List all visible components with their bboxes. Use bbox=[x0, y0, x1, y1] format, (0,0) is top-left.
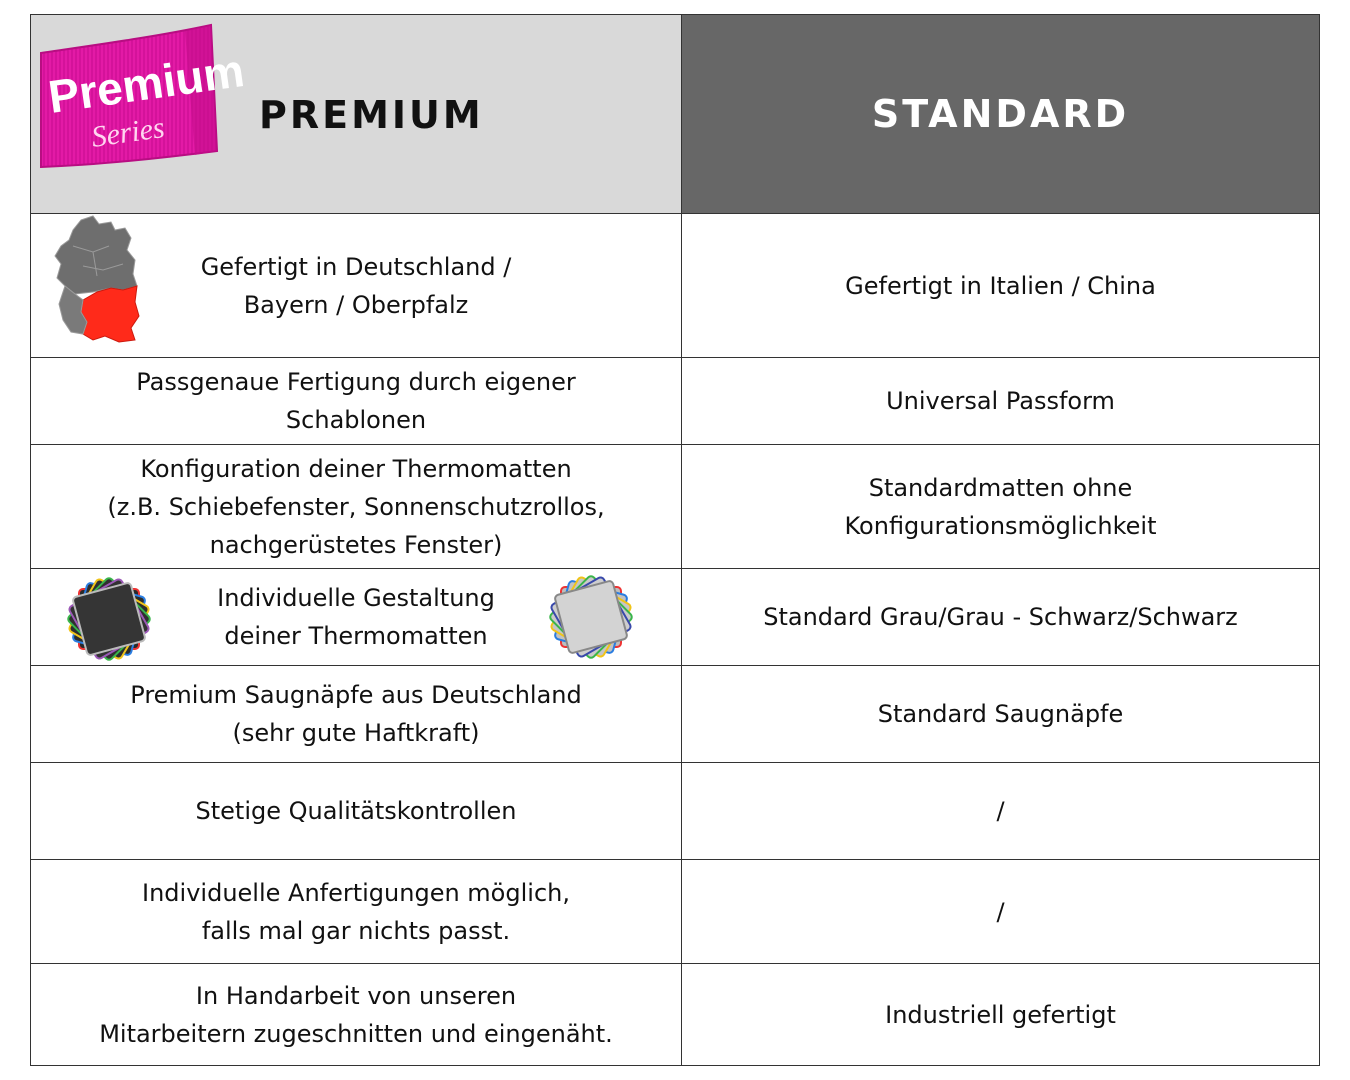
standard-cell bbox=[682, 964, 1319, 1065]
table-row bbox=[31, 357, 1319, 444]
table-row bbox=[31, 963, 1319, 1065]
premium-cell bbox=[31, 964, 682, 1065]
badge-line1: Premium bbox=[45, 44, 248, 123]
premium-text: Stetige Qualitätskontrollen bbox=[195, 797, 517, 825]
germany-map-icon bbox=[53, 216, 139, 342]
premium-text: Konfiguration deiner Thermomatten (z.B. Schiebefenster, Sonnenschutzrollos, nachgerüstetes Fenster) bbox=[107, 454, 605, 559]
standard-text: Standard Saugnäpfe bbox=[877, 700, 1124, 728]
table-row bbox=[31, 213, 1319, 357]
premium-cell bbox=[31, 358, 682, 444]
table-row bbox=[31, 859, 1319, 963]
standard-cell bbox=[682, 860, 1319, 963]
standard-text: Industriell gefertigt bbox=[885, 1000, 1116, 1029]
premium-text: Individuelle Anfertigungen möglich, falls mal gar nichts passt. bbox=[142, 878, 570, 945]
standard-cell bbox=[682, 214, 1319, 357]
standard-cell bbox=[682, 666, 1319, 762]
premium-title: PREMIUM bbox=[259, 93, 484, 137]
standard-text: Standard Grau/Grau - Schwarz/Schwarz bbox=[763, 603, 1238, 631]
table-row bbox=[31, 568, 1319, 665]
premium-cell bbox=[31, 666, 682, 762]
premium-text: Gefertigt in Deutschland / Bayern / Oberpfalz bbox=[200, 252, 512, 319]
standard-text: Standardmatten ohne Konfigurationsmöglichkeit bbox=[844, 473, 1157, 540]
premium-cell bbox=[31, 445, 682, 568]
dark-mat-fan-icon bbox=[63, 573, 155, 665]
premium-text: In Handarbeit von unseren Mitarbeitern zugeschnitten und eingenäht. bbox=[99, 981, 613, 1048]
premium-cell bbox=[31, 214, 682, 357]
standard-header-cell bbox=[682, 15, 1319, 213]
standard-cell bbox=[682, 445, 1319, 568]
standard-text: / bbox=[996, 897, 1005, 926]
badge-line2: Series bbox=[89, 111, 167, 154]
standard-cell bbox=[682, 569, 1319, 665]
premium-text: Individuelle Gestaltung deiner Thermomatten bbox=[217, 584, 495, 650]
standard-text: Gefertigt in Italien / China bbox=[845, 271, 1156, 300]
table-row bbox=[31, 665, 1319, 762]
standard-cell bbox=[682, 763, 1319, 859]
premium-series-badge-icon bbox=[35, 23, 248, 169]
table-row bbox=[31, 444, 1319, 568]
light-mat-fan-icon bbox=[545, 571, 637, 663]
standard-cell bbox=[682, 358, 1319, 444]
premium-cell bbox=[31, 763, 682, 859]
premium-text: Passgenaue Fertigung durch eigener Schablonen bbox=[136, 368, 576, 434]
comparison-table bbox=[30, 14, 1320, 1066]
table-row bbox=[31, 762, 1319, 859]
premium-text: Premium Saugnäpfe aus Deutschland (sehr gute Haftkraft) bbox=[130, 681, 582, 747]
standard-title: STANDARD bbox=[871, 92, 1130, 136]
premium-cell bbox=[31, 860, 682, 963]
premium-header-cell bbox=[31, 15, 682, 213]
premium-cell bbox=[31, 569, 682, 665]
standard-text: / bbox=[996, 797, 1005, 825]
header-row bbox=[31, 15, 1319, 213]
standard-text: Universal Passform bbox=[886, 387, 1115, 415]
